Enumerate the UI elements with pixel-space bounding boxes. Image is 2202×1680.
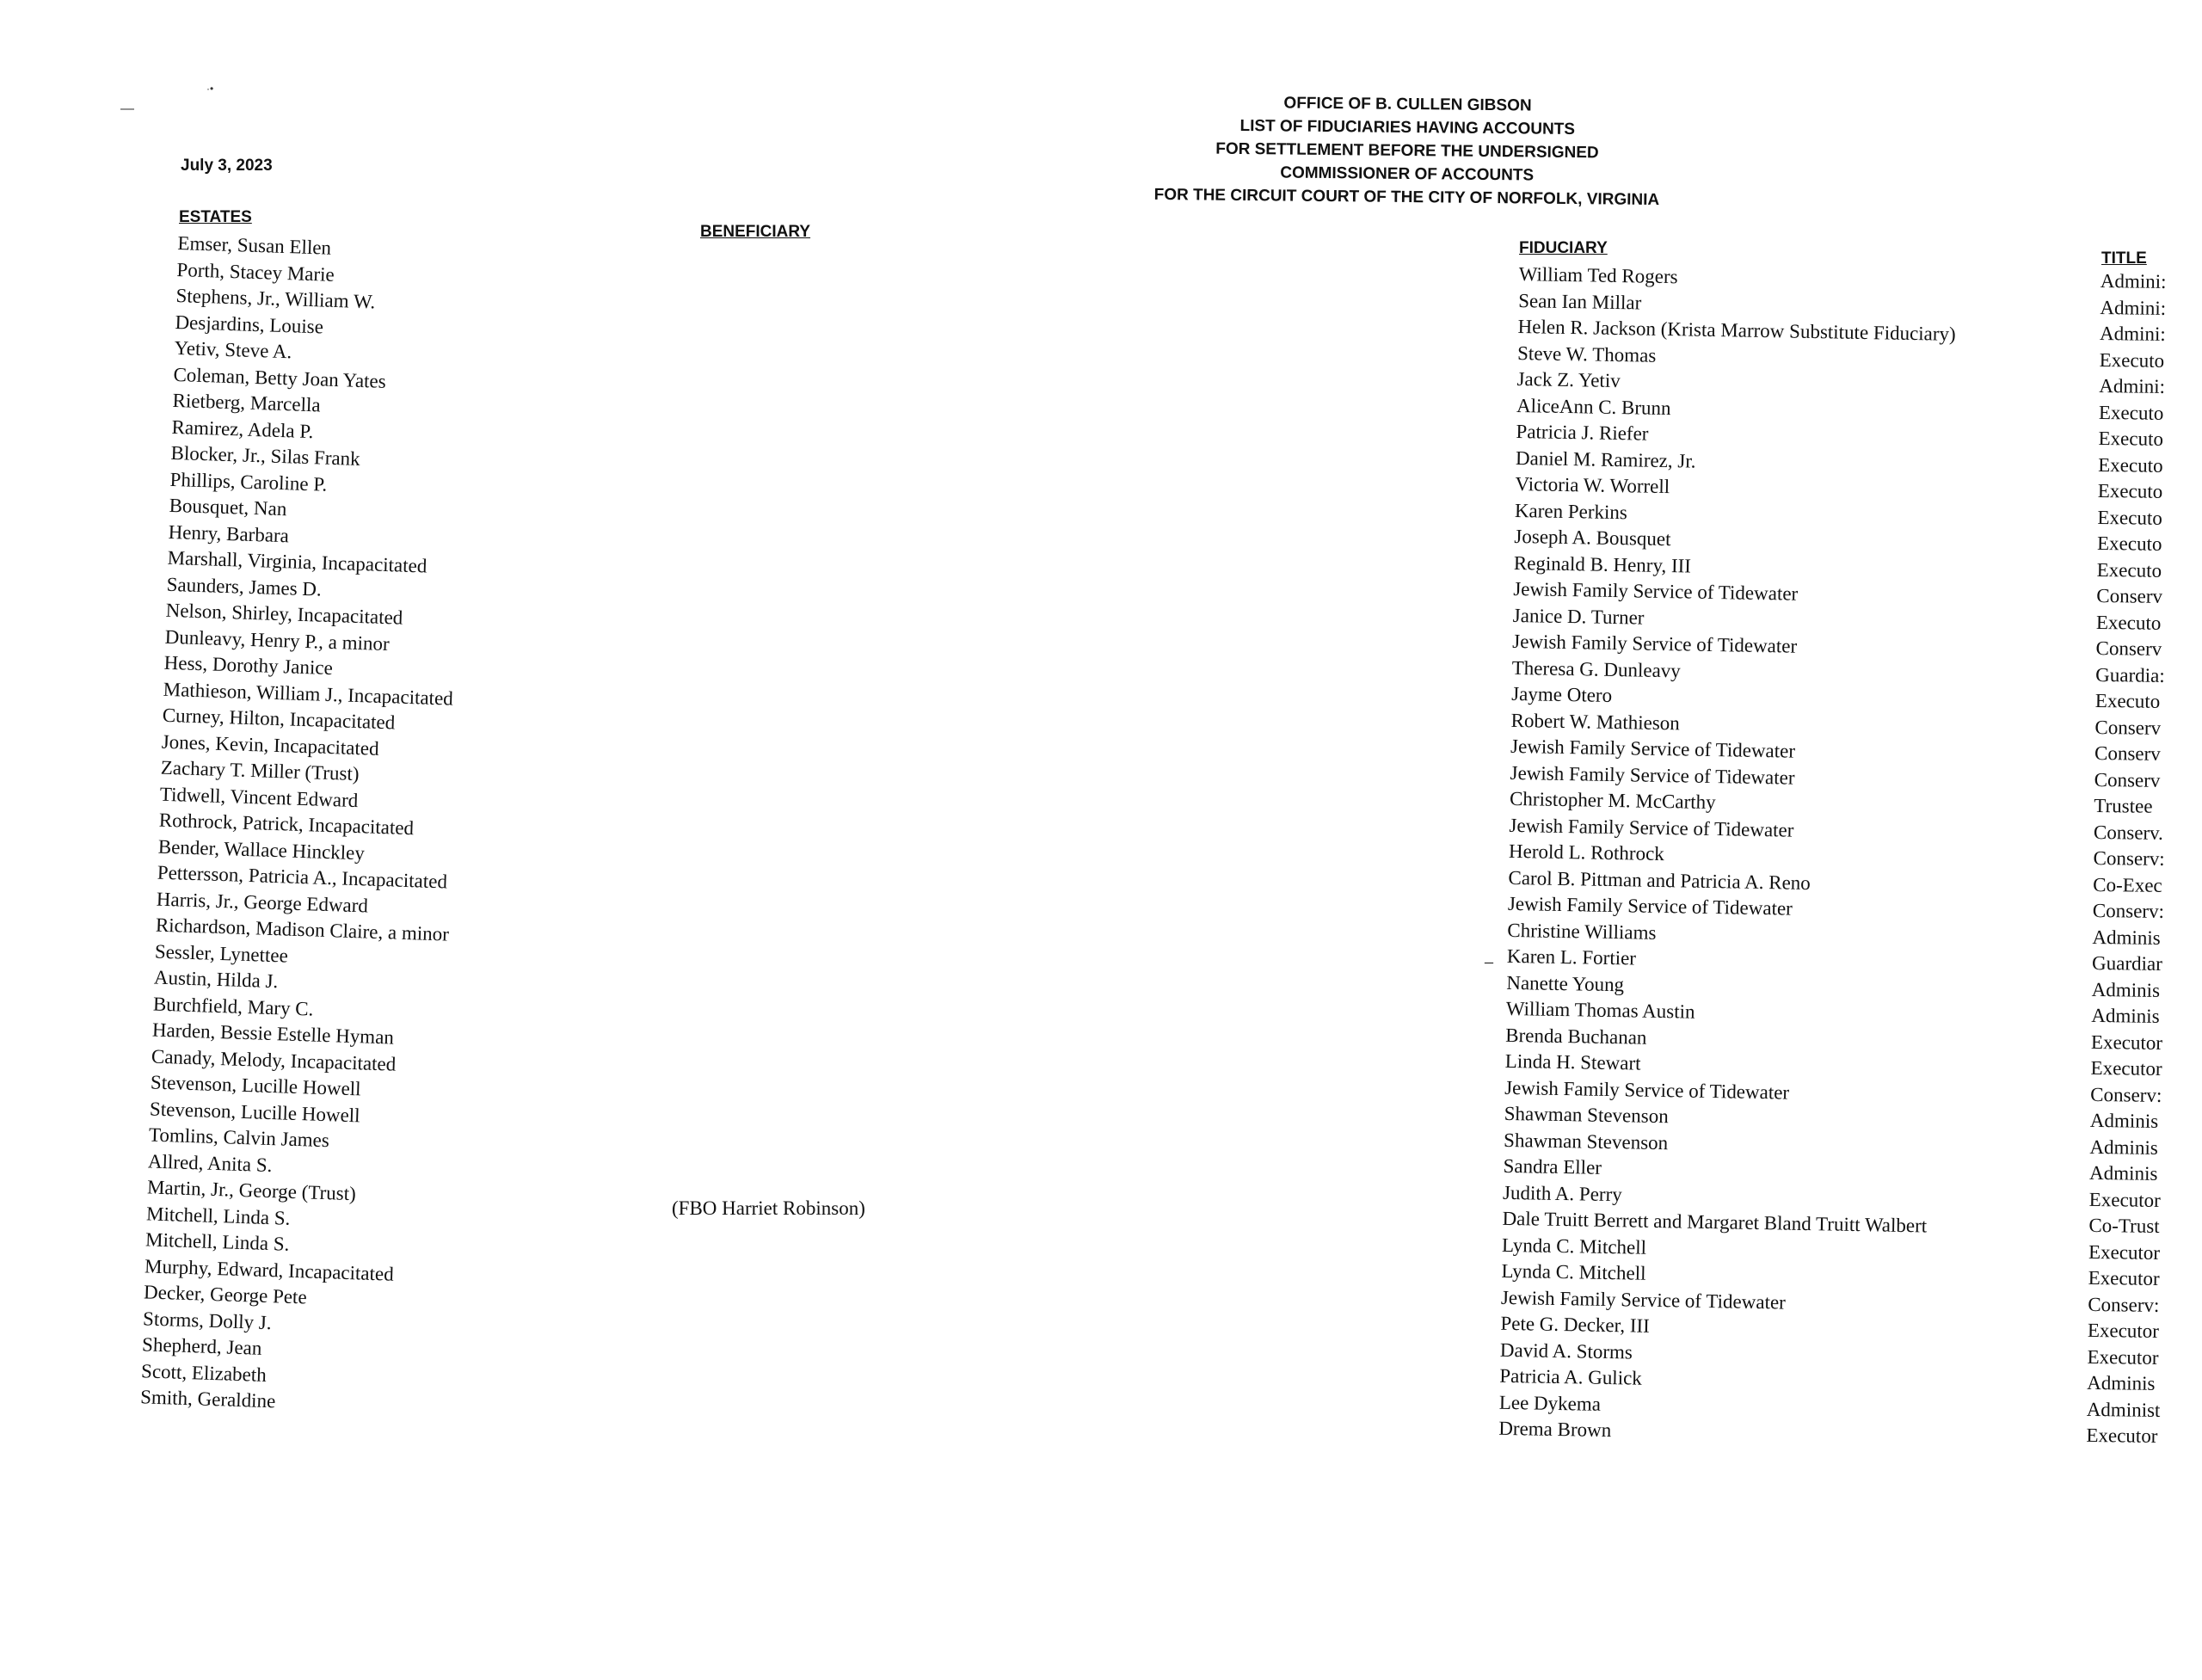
title-entry: Executo: [2097, 479, 2163, 502]
title-entry: Executo: [2095, 611, 2162, 634]
estate-entry: Saunders, James D.: [166, 573, 323, 600]
fiduciary-entry: Theresa G. Dunleavy: [1511, 656, 1682, 681]
fiduciary-entry: Jewish Family Service of Tidewater: [1509, 814, 1794, 841]
title-entry: Co-Trust: [2088, 1214, 2160, 1237]
fiduciary-entry: Jewish Family Service of Tidewater: [1512, 630, 1798, 657]
fiduciary-entry: Lynda C. Mitchell: [1501, 1234, 1647, 1258]
fiduciary-entry: Helen R. Jackson (Krista Marrow Substitute Fiduciary): [1517, 315, 1956, 345]
fiduciary-entry: Patricia A. Gulick: [1499, 1364, 1643, 1389]
title-entry: Admini:: [2099, 374, 2166, 397]
title-entry: Conserv: [2094, 768, 2161, 791]
title-entry: Executor: [2088, 1240, 2161, 1264]
estate-entry: Harden, Bessie Estelle Hyman: [151, 1018, 395, 1049]
fiduciary-entry: Christine Williams: [1507, 919, 1657, 944]
estate-entry: Stevenson, Lucille Howell: [150, 1071, 361, 1100]
estate-entry: Emser, Susan Ellen: [177, 231, 332, 259]
fiduciary-entry: Jewish Family Service of Tidewater: [1504, 1076, 1790, 1104]
estates-list: [140, 231, 471, 1420]
estate-entry: Mitchell, Linda S.: [145, 1202, 291, 1229]
title-entry: Conserv:: [2093, 846, 2165, 870]
fiduciary-entry: Brenda Buchanan: [1505, 1024, 1647, 1049]
title-entry: Co-Exec: [2093, 873, 2162, 896]
header-line: FOR SETTLEMENT BEFORE THE UNDERSIGNED: [1215, 139, 1599, 163]
title-entry: Conserv:: [2090, 1083, 2162, 1106]
title-entry: Executor: [2087, 1319, 2160, 1342]
estate-entry: Porth, Stacey Marie: [176, 258, 335, 286]
fiduciary-entry: Joseph A. Bousquet: [1514, 525, 1671, 551]
estate-entry: Henry, Barbara: [168, 520, 290, 546]
estate-entry: Scott, Elizabeth: [140, 1359, 268, 1386]
estate-entry: Pettersson, Patricia A., Incapacitated: [157, 861, 448, 893]
estate-entry: Harris, Jr., George Edward: [156, 888, 369, 917]
title-entry: Executo: [2094, 689, 2161, 712]
title-entry: Admini:: [2100, 296, 2167, 319]
estate-entry: Canady, Melody, Incapacitated: [151, 1045, 397, 1075]
title-entry: Executor: [2088, 1266, 2160, 1289]
estate-entry: Sessler, Lynettee: [154, 940, 289, 967]
fiduciary-entry: Jewish Family Service of Tidewater: [1500, 1286, 1787, 1314]
fiduciary-column-header: FIDUCIARY: [1519, 239, 1608, 257]
estate-entry: Bender, Wallace Hinckley: [157, 835, 366, 864]
fiduciary-entry: Karen L. Fortier: [1506, 945, 1637, 969]
estate-entry: Ramirez, Adela P.: [171, 415, 314, 442]
title-entry: Administ: [2086, 1398, 2161, 1421]
title-entry: Executo: [2098, 427, 2164, 450]
estate-entry: Rothrock, Patrick, Incapacitated: [158, 809, 415, 840]
estate-entry: Jones, Kevin, Incapacitated: [161, 730, 380, 760]
estate-entry: Dunleavy, Henry P., a minor: [164, 625, 391, 655]
fiduciary-entry: Reginald B. Henry, III: [1513, 551, 1692, 577]
header-line: LIST OF FIDUCIARIES HAVING ACCOUNTS: [1239, 116, 1576, 139]
title-entry: Conserv:: [2088, 1293, 2160, 1316]
margin-dash: –: [1485, 952, 1493, 971]
estate-entry: Phillips, Caroline P.: [169, 468, 328, 495]
estate-entry: Storms, Dolly J.: [142, 1307, 273, 1333]
stray-mark: ·•: [206, 83, 214, 95]
fiduciary-entry: Lee Dykema: [1498, 1391, 1602, 1415]
estate-entry: Bousquet, Nan: [169, 494, 287, 520]
title-entry: Guardia:: [2095, 663, 2165, 686]
fiduciary-entry: Jayme Otero: [1511, 682, 1613, 706]
fiduciary-entry: William Thomas Austin: [1505, 997, 1695, 1023]
title-entry: Executor: [2090, 1031, 2163, 1054]
fiduciary-entry: Jewish Family Service of Tidewater: [1510, 761, 1795, 789]
title-entry: Executo: [2098, 401, 2164, 424]
title-entry: Adminis: [2087, 1371, 2156, 1394]
estate-entry: Tomlins, Calvin James: [148, 1123, 330, 1152]
fiduciary-entry: Pete G. Decker, III: [1500, 1312, 1651, 1337]
fiduciary-entry: Lynda C. Mitchell: [1501, 1259, 1646, 1284]
title-entry: Executo: [2098, 453, 2163, 477]
fiduciary-entry: AliceAnn C. Brunn: [1516, 394, 1671, 419]
estate-entry: Burchfield, Mary C.: [152, 993, 314, 1020]
title-entry: Admini:: [2099, 322, 2166, 345]
fiduciary-entry: Steve W. Thomas: [1516, 342, 1657, 366]
title-entry: Executor: [2088, 1188, 2161, 1211]
title-entry: Admini:: [2100, 269, 2167, 292]
header-line: COMMISSIONER OF ACCOUNTS: [1280, 163, 1535, 185]
title-entry: Executo: [2096, 558, 2162, 582]
estate-entry: Martin, Jr., George (Trust): [146, 1176, 357, 1205]
fiduciary-entry: Jewish Family Service of Tidewater: [1510, 735, 1796, 762]
fiduciary-entry: Robert W. Mathieson: [1510, 709, 1681, 734]
fiduciary-entry: Patricia J. Riefer: [1516, 420, 1649, 445]
header-line: FOR THE CIRCUIT COURT OF THE CITY OF NORFOLK, VIRGINIA: [1153, 185, 1660, 210]
header-line: OFFICE OF B. CULLEN GIBSON: [1283, 94, 1532, 115]
estate-entry: Mitchell, Linda S.: [145, 1228, 290, 1255]
estate-entry: Shepherd, Jean: [141, 1333, 262, 1359]
title-column-header: TITLE: [2101, 249, 2147, 268]
fiduciary-entry: Jewish Family Service of Tidewater: [1513, 577, 1799, 605]
estate-entry: Yetiv, Steve A.: [174, 336, 292, 363]
fiduciary-entry: Christopher M. McCarthy: [1509, 787, 1716, 814]
title-entry: Conserv.: [2093, 821, 2164, 844]
title-entry: Conserv:: [2092, 899, 2165, 922]
stray-mark: —: [120, 102, 134, 116]
estate-entry: Rietberg, Marcella: [172, 389, 321, 416]
fiduciary-entry: Dale Truitt Berrett and Margaret Bland Truitt Walbert: [1502, 1207, 1928, 1237]
fiduciary-entry: Drema Brown: [1498, 1417, 1612, 1442]
title-entry: Conserv: [2096, 584, 2163, 607]
fiduciary-entry: Judith A. Perry: [1502, 1181, 1622, 1205]
estate-entry: Blocker, Jr., Silas Frank: [170, 441, 361, 470]
fiduciary-entry: Daniel M. Ramirez, Jr.: [1515, 446, 1696, 472]
title-entry: Executo: [2097, 506, 2162, 529]
fiduciary-entry: Herold L. Rothrock: [1508, 840, 1664, 865]
estate-entry: Austin, Hilda J.: [153, 966, 279, 993]
estate-entry: Zachary T. Miller (Trust): [160, 756, 360, 785]
estate-entry: Hess, Dorothy Janice: [163, 651, 334, 680]
title-entry: Adminis: [2089, 1135, 2158, 1159]
estate-entry: Stevenson, Lucille Howell: [149, 1097, 360, 1126]
estate-entry: Desjardins, Louise: [175, 311, 324, 338]
fiduciary-entry: Sandra Eller: [1503, 1154, 1602, 1178]
fiduciary-list: [1498, 262, 1957, 1449]
estate-entry: Allred, Anita S.: [147, 1149, 273, 1176]
beneficiary-note: (FBO Harriet Robinson): [672, 1197, 865, 1219]
title-entry: Adminis: [2089, 1161, 2158, 1185]
estate-entry: Marshall, Virginia, Incapacitated: [167, 546, 427, 577]
title-entry: Conserv: [2094, 716, 2162, 739]
document-header: [1148, 90, 1665, 212]
fiduciary-entry: Jack Z. Yetiv: [1516, 367, 1621, 392]
title-entry: Trustee: [2094, 794, 2153, 817]
title-entry: Adminis: [2092, 926, 2161, 949]
title-entry: Conserv: [2094, 742, 2161, 765]
fiduciary-entry: Karen Perkins: [1514, 499, 1628, 523]
estate-entry: Curney, Hilton, Incapacitated: [162, 704, 396, 734]
estate-entry: Mathieson, William J., Incapacitated: [163, 678, 454, 710]
title-entry: Executo: [2099, 348, 2165, 372]
fiduciary-entry: Janice D. Turner: [1512, 604, 1645, 629]
title-entry: Guardiar: [2091, 951, 2163, 975]
estates-column-header: ESTATES: [179, 208, 252, 226]
title-entry: Executor: [2090, 1056, 2162, 1080]
title-entry: Executo: [2096, 532, 2162, 555]
title-entry: Executor: [2086, 1424, 2158, 1447]
fiduciary-entry: Shawman Stevenson: [1503, 1129, 1669, 1154]
fiduciary-entry: Sean Ian Millar: [1517, 289, 1642, 313]
fiduciary-entry: Shawman Stevenson: [1504, 1102, 1669, 1128]
fiduciary-entry: William Ted Rogers: [1518, 262, 1678, 288]
title-entry: Executor: [2087, 1345, 2159, 1369]
estate-entry: Decker, George Pete: [143, 1281, 308, 1308]
fiduciary-entry: Jewish Family Service of Tidewater: [1507, 892, 1793, 920]
document-date: July 3, 2023: [181, 157, 273, 175]
beneficiary-column-header: BENEFICIARY: [700, 223, 811, 241]
fiduciary-entry: Linda H. Stewart: [1504, 1049, 1641, 1074]
estate-entry: Richardson, Madison Claire, a minor: [155, 914, 450, 945]
estate-entry: Stephens, Jr., William W.: [175, 284, 376, 313]
estate-entry: Tidwell, Vincent Edward: [159, 783, 359, 811]
title-entry: Adminis: [2089, 1109, 2159, 1132]
estate-entry: Smith, Geraldine: [139, 1386, 276, 1412]
estate-entry: Nelson, Shirley, Incapacitated: [165, 599, 403, 629]
title-list: [2086, 268, 2174, 1449]
estate-entry: Murphy, Edward, Incapacitated: [144, 1254, 395, 1285]
title-entry: Adminis: [2091, 1004, 2160, 1027]
fiduciary-entry: Victoria W. Worrell: [1515, 472, 1670, 498]
fiduciary-entry: Carol B. Pittman and Patricia A. Reno: [1508, 866, 1811, 894]
title-entry: Conserv: [2095, 637, 2162, 660]
title-entry: Adminis: [2091, 978, 2161, 1001]
fiduciary-entry: David A. Storms: [1499, 1338, 1633, 1363]
fiduciary-entry: Nanette Young: [1506, 971, 1625, 995]
estate-entry: Coleman, Betty Joan Yates: [173, 363, 387, 392]
